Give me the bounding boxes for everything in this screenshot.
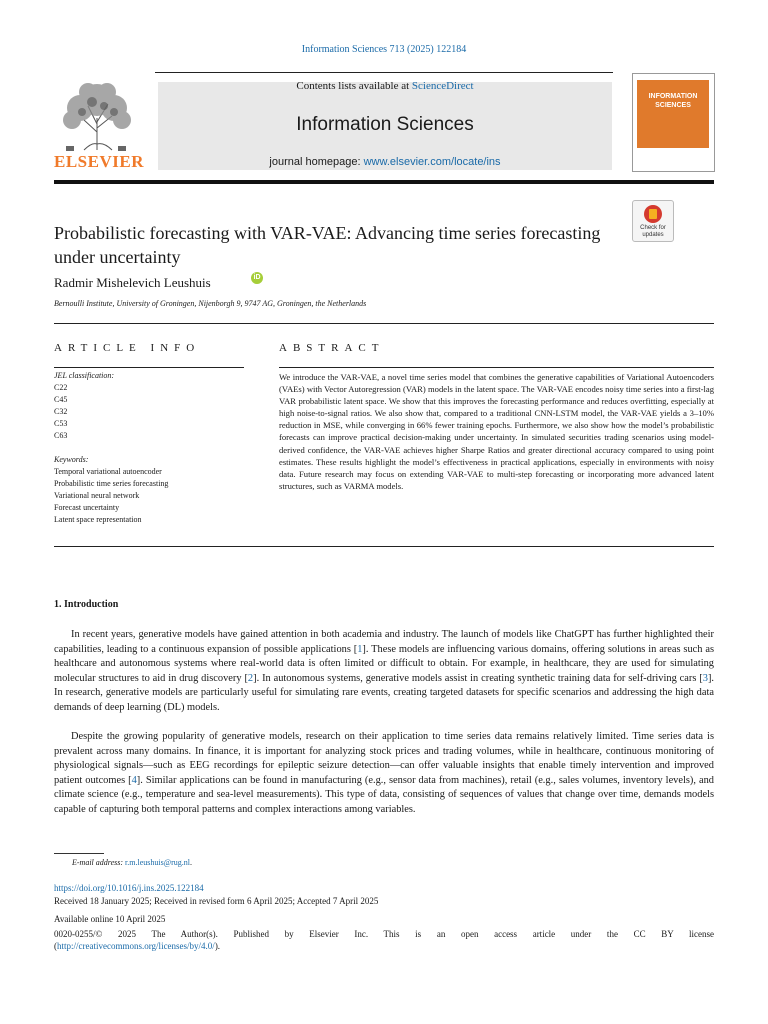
jel-code: C32 <box>54 407 68 416</box>
contents-prefix: Contents lists available at <box>296 80 412 92</box>
jel-classification-label: JEL classification: <box>54 371 115 380</box>
header-top-rule <box>155 72 613 73</box>
paragraph-text: ]. In autonomous systems, generative models assist in creating synthetic training data for self-driving cars [ <box>253 672 703 684</box>
license-url-link[interactable]: http://creativecommons.org/licenses/by/4.0/ <box>57 941 215 951</box>
keyword: Forecast uncertainty <box>54 503 120 512</box>
abstract-heading: ABSTRACT <box>279 342 385 354</box>
author-email-link[interactable]: r.m.leushuis@rug.nl <box>125 858 190 867</box>
keyword: Temporal variational autoencoder <box>54 467 162 476</box>
journal-cover-image[interactable] <box>632 73 715 172</box>
spacer <box>54 442 254 454</box>
footnote-email <box>72 858 192 867</box>
paragraph-text: ]. In research, generative models are particularly useful for simulating rare events, creating targeted datasets for specific scenarios and addressing the high data demands of deep learning (DL) models. <box>54 672 714 713</box>
journal-cover-title: INFORMATION SCIENCES <box>648 93 698 109</box>
intro-paragraph-2 <box>54 730 714 818</box>
paragraph-text: ]. Similar applications can be found in manufacturing (e.g., sensor data from machines), retail (e.g., sales volumes, inventory levels), and climate science (e.g., temperature and sea-level measurements). This type of data, consisting of sequences of values that change over time, demands models capable of capturing both temporal patterns and complex interactions among variables. <box>54 774 714 815</box>
tree-icon <box>54 80 140 152</box>
journal-homepage-link[interactable]: www.elsevier.com/locate/ins <box>363 156 501 168</box>
jel-code: C45 <box>54 395 68 404</box>
keyword: Latent space representation <box>54 515 142 524</box>
publisher-wordmark: ELSEVIER <box>54 152 144 171</box>
reference-link[interactable]: 2 <box>247 672 254 684</box>
journal-homepage-line <box>158 156 612 168</box>
orcid-icon[interactable]: iD <box>251 272 263 284</box>
homepage-prefix: journal homepage: <box>269 156 364 168</box>
intro-paragraph-1 <box>54 628 714 716</box>
check-for-updates-button[interactable] <box>632 200 674 242</box>
elsevier-logo <box>54 80 144 172</box>
reference-link[interactable]: 3 <box>702 672 708 684</box>
paren-close: ). <box>214 941 221 951</box>
section-rule <box>54 323 714 324</box>
author-name[interactable]: Radmir Mishelevich Leushuis <box>54 275 211 290</box>
paren-open: ( <box>54 941 57 951</box>
reference-link[interactable]: 4 <box>131 774 137 786</box>
abstract-text: We introduce the VAR-VAE, a novel time series model that combines the generative capabilities of Variational Autoencoders (VAEs) with Vector Autoregression (VAR) models in the latent space. The VAR-VAE encodes noisy time series into a first-lag VAR probabilistic latent space. We show that this improves the forecasting performance and reduces overfitting, especially at high noise-to-signal ratios. We also show that, compared to a traditional CNN-LSTM model, the VAR-VAE yields a 3–10% reduction in MSE, while converging in 66% fewer training epochs. Furthermore, we also show how the model’s probabilistic forecasts can improve practical decision-making under uncertainty. In simulated securities trading scenarios using model-derived confidence, the VAR-VAE achieves higher Sharpe Ratios and greater directional accuracy compared to using point estimates. These results highlight the model’s effectiveness in practical applications, especially in environments with noisy data. Future research may focus on extending VAR-VAE to multi-step forecasting or incorporating more advanced latent structures, such as VARMA models. <box>279 372 714 491</box>
abstract-rule <box>279 367 714 368</box>
bookmark-icon <box>644 205 662 223</box>
keyword: Probabilistic time series forecasting <box>54 479 169 488</box>
reference-link[interactable]: 1 <box>357 643 363 655</box>
license-url-line <box>54 941 220 951</box>
article-info-rule <box>54 367 244 368</box>
sciencedirect-link[interactable]: ScienceDirect <box>411 80 474 92</box>
journal-cover-art <box>637 80 709 148</box>
license-statement: 0020-0255/© 2025 The Author(s). Published by Elsevier Inc. This is an open access article under the CC BY license <box>54 929 714 939</box>
header-bottom-rule <box>54 180 714 184</box>
doi-link[interactable]: https://doi.org/10.1016/j.ins.2025.122184 <box>54 883 204 893</box>
paragraph-text: In recent years, generative models have gained attention in both academia and industry. The launch of models like ChatGPT has further highlighted their capabilities, leading to a continuous expansion of possible applications [ <box>54 629 714 655</box>
received-dates: Received 18 January 2025; Received in revised form 6 April 2025; Accepted 7 April 2025 <box>54 896 379 906</box>
paragraph-text: Despite the growing popularity of generative models, research on their application to time series data remains relatively limited. Time series data is prevalent across many domains. In finance, it is important for analyzing stock prices and trading volumes, while in healthcare, continuous monitoring of physiological signals—such as EEG recordings for epileptic seizure detection—can offer valuable insights that enable timely intervention and improved patient outcomes [ <box>54 731 714 786</box>
keyword: Variational neural network <box>54 491 140 500</box>
journal-name: Information Sciences <box>296 114 474 135</box>
available-online-date: Available online 10 April 2025 <box>54 914 166 924</box>
contents-line <box>158 80 612 92</box>
check-for-updates-label: Check for updates <box>640 225 666 238</box>
email-suffix: . <box>189 858 192 867</box>
email-label: E-mail address: <box>72 858 124 867</box>
jel-code: C53 <box>54 419 68 428</box>
article-info-heading: ARTICLE INFO <box>54 342 201 354</box>
keywords-label: Keywords: <box>54 455 89 464</box>
author-affiliation: Bernoulli Institute, University of Groningen, Nijenborgh 9, 9747 AG, Groningen, the Netherlands <box>54 299 367 308</box>
section-rule <box>54 546 714 547</box>
introduction-heading: 1. Introduction <box>54 599 119 610</box>
paper-title: Probabilistic forecasting with VAR-VAE: Advancing time series forecasting under uncertainty <box>54 223 601 267</box>
article-info-block <box>54 370 254 526</box>
jel-code: C22 <box>54 383 68 392</box>
footnote-rule <box>54 853 104 854</box>
journal-citation[interactable]: Information Sciences 713 (2025) 122184 <box>301 44 467 55</box>
paragraph-text: ]. These models are influencing various domains, offering solutions in areas such as healthcare and autonomous systems where real-world data is often limited or difficult to obtain. For example, in healthcare, they are used for simulating molecular structures to aid in drug discovery [ <box>54 643 714 684</box>
jel-code: C63 <box>54 431 68 440</box>
